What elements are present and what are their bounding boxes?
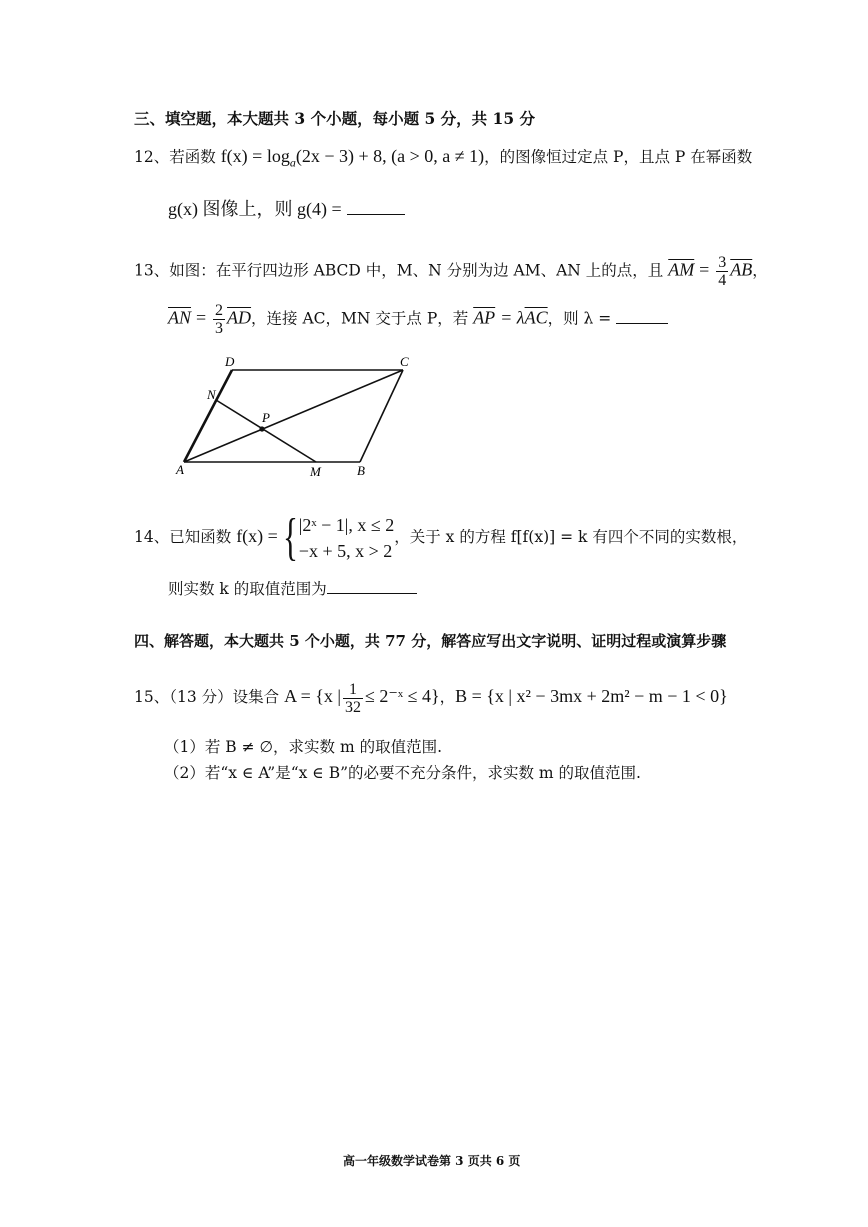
question-14-fx: f(x) = (236, 526, 278, 546)
vector-ap: $\overline{AP}$ (473, 307, 496, 328)
question-12-suffix: ，的图像恒过定点 P，且点 P 在幂函数 (484, 148, 753, 166)
label-m: M (310, 464, 321, 479)
comma: ， (752, 261, 768, 280)
question-12-answer-blank[interactable] (347, 200, 405, 215)
question-14-number: 14、 (134, 528, 170, 546)
side-ad (184, 370, 232, 462)
left-brace: { (282, 509, 298, 566)
label-c: C (400, 354, 409, 369)
label-a: A (176, 462, 184, 477)
question-12-formula: $f(x) = \log_a(2x - 3) + 8$, (a > 0, a ≠ 1) (220, 146, 485, 170)
side-bc (360, 370, 403, 462)
question-14-text-1: ，关于 x 的方程 f[f(x)] = k 有四个不同的实数根， (394, 528, 748, 546)
question-12-line-2-text: g(x) 图像上，则 g(4) = (168, 199, 342, 219)
question-13-line-2 (168, 302, 668, 337)
fraction-two-thirds: $\frac{2}{3}$ (215, 302, 224, 337)
question-14-line-2 (168, 578, 417, 600)
vector-am: $\overline{AM}$ (668, 259, 695, 280)
point-p-dot (259, 426, 264, 431)
set-a-prefix: A = {x | (284, 686, 341, 706)
question-12-prefix: 若函数 (169, 148, 216, 166)
question-12 (134, 145, 752, 174)
lambda-equals: = λ (500, 307, 525, 328)
vector-ad: $\overline{AD}$ (227, 307, 252, 328)
set-separator: ， (439, 688, 456, 706)
question-13-text-1: 如图：在平行四边形 ABCD 中，M、N 分别为边 AM、AN 上的点，且 (169, 261, 664, 280)
question-15-part-1: （1）若 B ≠ ∅，求实数 m 的取值范围. (164, 738, 443, 756)
question-14-answer-blank[interactable] (327, 579, 417, 594)
question-12-number: 12、 (134, 148, 170, 166)
page-footer: 高一年级数学试卷第 3 页共 6 页 (343, 1154, 521, 1168)
question-15-points: （13 分） (169, 688, 233, 706)
question-13-text-2: ，连接 AC，MN 交于点 P，若 (251, 309, 469, 328)
label-d: D (225, 354, 235, 369)
section-4-heading: 四、解答题，本大题共 5 个小题，共 77 分，解答应写出文字说明、证明过程或演算步骤 (134, 632, 727, 650)
fraction-three-quarters: $\frac{3}{4}$ (718, 254, 727, 289)
parallelogram-figure (170, 350, 420, 485)
question-14-line-2-text: 则实数 k 的取值范围为 (168, 580, 327, 598)
label-p: P (262, 410, 270, 425)
label-b: B (357, 463, 365, 478)
set-a-suffix: ≤ 2⁻ˣ ≤ 4} (365, 686, 440, 706)
vector-ac: $\overline{AC}$ (524, 307, 548, 328)
question-14 (134, 508, 747, 564)
section-3-heading: 三、填空题，本大题共 3 个小题，每小题 5 分，共 15 分 (134, 109, 536, 128)
label-n: N (207, 387, 216, 402)
question-13 (134, 254, 768, 289)
vector-an: $\overline{AN}$ (168, 307, 192, 328)
question-12-line-2 (168, 198, 405, 221)
question-15 (134, 676, 728, 716)
question-13-text-3: ，则 λ = (547, 309, 612, 328)
question-15-text: 设集合 (232, 688, 280, 706)
set-a-fraction: $\frac{1}{32}$ (345, 680, 361, 716)
vector-ab: $\overline{AB}$ (730, 259, 753, 280)
question-15-part-2: （2）若“x ∈ A”是“x ∈ B”的必要不充分条件，求实数 m 的取值范围. (164, 764, 641, 782)
question-14-prefix: 已知函数 (169, 528, 232, 546)
question-13-answer-blank[interactable] (616, 309, 668, 324)
equals-sign-2: = (195, 307, 207, 328)
equals-sign: = (699, 259, 710, 280)
set-b: B = {x | x² − 3mx + 2m² − m − 1 < 0} (455, 686, 728, 706)
question-15-number: 15、 (134, 688, 170, 706)
piecewise-cases (299, 512, 394, 564)
question-13-number: 13、 (134, 261, 170, 280)
case-2: −x + 5, x > 2 (298, 541, 393, 561)
case-1: |2ˣ − 1|, x ≤ 2 (298, 515, 395, 535)
